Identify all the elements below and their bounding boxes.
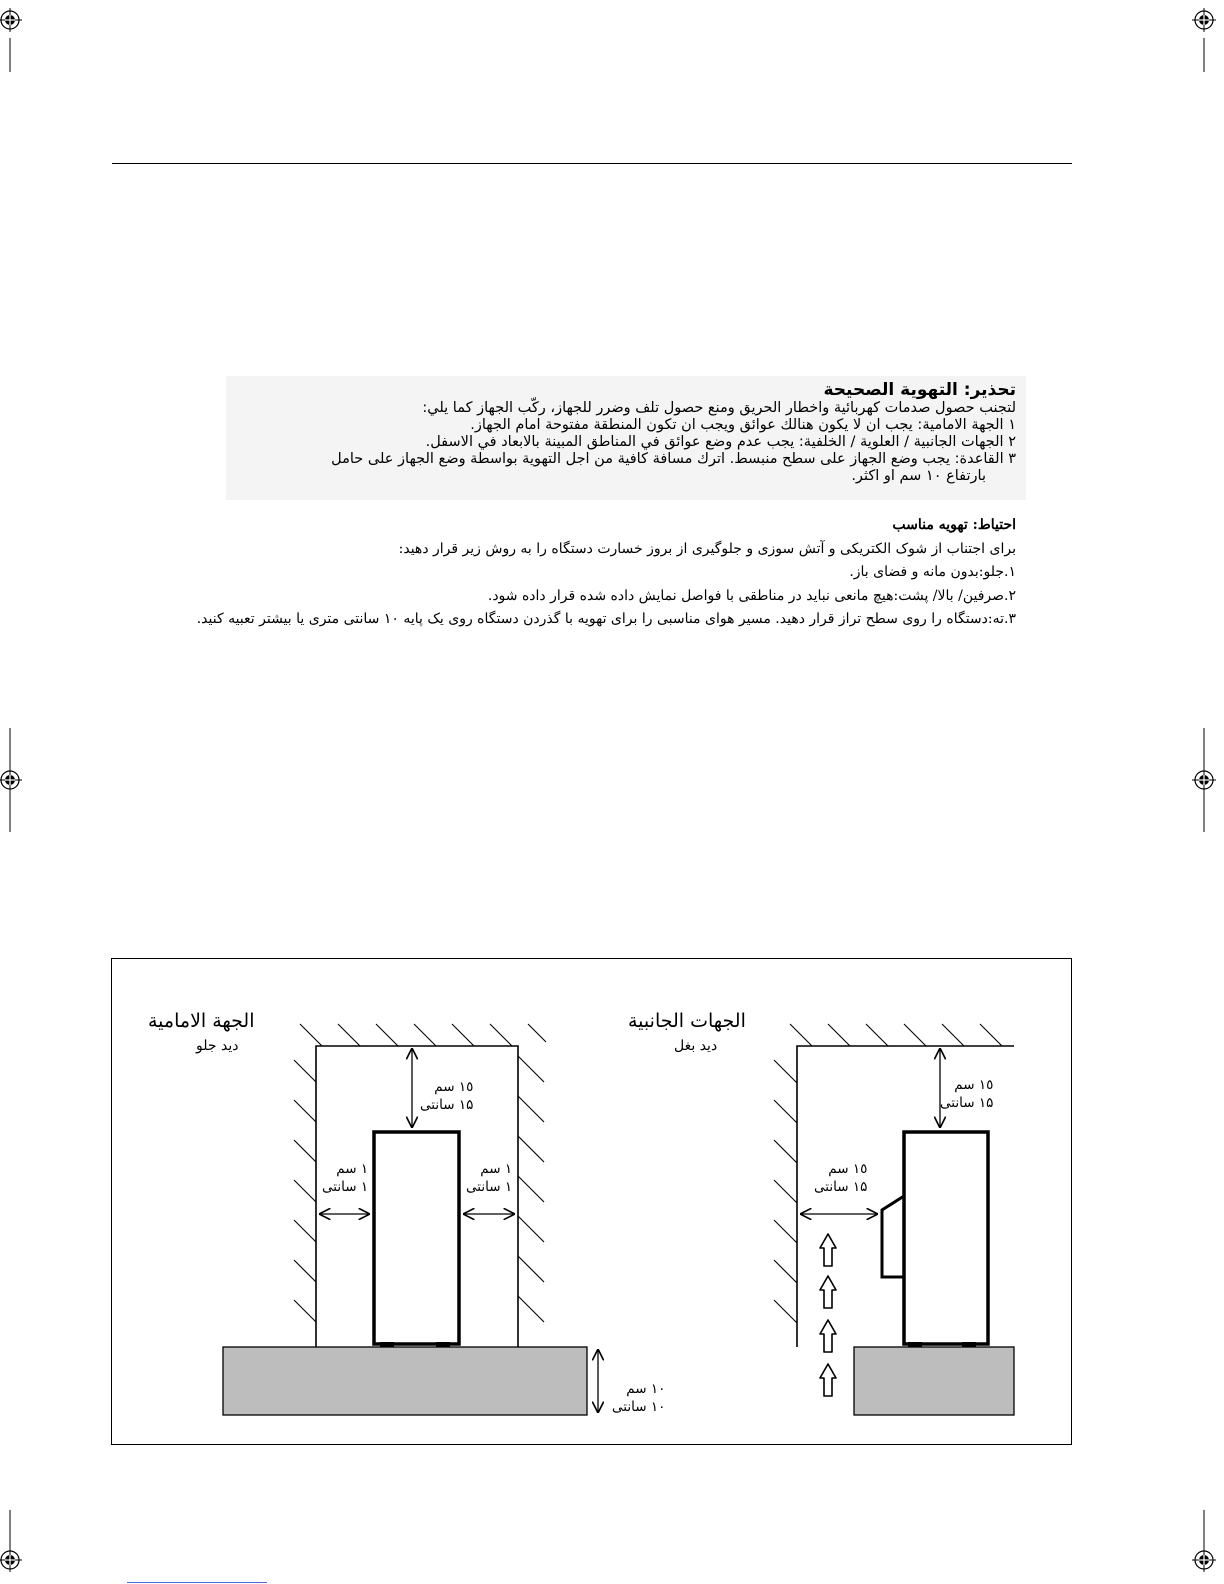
persian-caution-item-3: ۳.ته:دستگاه را روی سطح تراز قرار دهید. مسیر هوای مناسبی را برای تهویه با گذردن دستگاه روی یک پایه ۱۰ سانتی متری یا بیشتر تعبیه کنید. <box>196 611 1016 627</box>
side-view-subtitle: دید بغل <box>674 1038 718 1054</box>
front-unit-foot-left <box>380 1342 394 1347</box>
side-top-dim-fa: ۱۵ سانتی <box>940 1095 994 1111</box>
front-stand <box>223 1347 587 1415</box>
side-back-dim <box>814 1160 867 1196</box>
persian-caution-item-1: ۱.جلو:بدون مانه و فضای باز. <box>849 564 1016 580</box>
front-base-dim-ar: ١٠ سم <box>626 1381 666 1397</box>
front-left-dim-ar: ١ سم <box>336 1161 369 1177</box>
side-view-title: الجهات الجانبية <box>628 1010 746 1032</box>
front-left-dim-fa: ۱ سانتی <box>322 1179 369 1195</box>
airflow-arrow-1 <box>820 1234 836 1266</box>
front-base-dim-fa: ۱۰ سانتی <box>612 1399 666 1415</box>
side-unit-foot-left <box>908 1342 922 1347</box>
arabic-warning-intro: لتجنب حصول صدمات كهربائية واخطار الحريق ومنع حصول تلف وضرر للجهاز، ركّب الجهاز كما يلي: <box>422 400 1016 416</box>
front-view-title: الجهة الامامية <box>148 1010 255 1032</box>
arabic-warning-item-2: ٢ الجهات الجانبية / العلوية / الخلفية: يجب عدم وضع عوائق في المناطق المبينة بالابعاد في الاسفل. <box>425 434 1016 450</box>
front-view-subtitle: دید جلو <box>196 1038 239 1054</box>
persian-caution-intro: برای اجتناب از شوک الکتریکی و آتش سوزی و جلوگیری از بروز خسارت دستگاه را به روش زیر قرار دهید: <box>398 540 1016 557</box>
arabic-warning-item-3: ٣ القاعدة: يجب وضع الجهاز على سطح منبسط. اترك مسافة كافية من اجل التهوية بواسطة وضع الجهاز على حامل <box>331 451 1016 467</box>
front-top-dim-fa: ۱۵ سانتی <box>420 1097 474 1113</box>
side-unit-handle <box>882 1196 904 1277</box>
airflow-arrow-3 <box>820 1320 836 1352</box>
front-unit <box>374 1132 459 1344</box>
side-stand <box>854 1347 1014 1415</box>
arabic-warning-item-1: ١ الجهة الامامية: يجب ان لا يكون هنالك عوائق ويجب ان تكون المنطقة مفتوحة امام الجهاز. <box>470 417 1016 433</box>
front-right-dim <box>466 1160 512 1196</box>
arabic-warning-heading: تحذير: التهوية الصحيحة <box>823 380 1016 400</box>
footer-link-underline <box>127 1582 267 1583</box>
side-top-dim-ar: ١٥ سم <box>954 1077 994 1093</box>
front-right-dim-ar: ١ سم <box>480 1161 513 1177</box>
arabic-warning-item-3-cont: بارتفاع ١٠ سم او اكثر. <box>851 468 986 484</box>
front-base-dim <box>612 1380 665 1416</box>
persian-caution-heading: احتياط: تهويه مناسب <box>892 517 1016 533</box>
front-left-dim <box>322 1160 368 1196</box>
front-right-dim-fa: ۱ سانتی <box>466 1179 513 1195</box>
side-back-dim-ar: ١٥ سم <box>828 1161 868 1177</box>
front-unit-foot-right <box>436 1342 450 1347</box>
airflow-arrow-2 <box>820 1276 836 1308</box>
front-top-dim <box>420 1078 473 1114</box>
airflow-arrows <box>820 1234 836 1396</box>
front-top-dim-ar: ١٥ سم <box>434 1079 474 1095</box>
side-top-dim <box>940 1076 993 1112</box>
side-unit-foot-right <box>962 1342 976 1347</box>
side-unit <box>904 1132 988 1344</box>
persian-caution-item-2: ۲.صرفین/ بالا/ پشت:هیچ مانعی نباید در مناطقی با فواصل نمایش داده شده قرار داده شود. <box>487 587 1016 604</box>
airflow-arrow-4 <box>820 1364 836 1396</box>
side-back-dim-fa: ۱۵ سانتی <box>814 1179 868 1195</box>
